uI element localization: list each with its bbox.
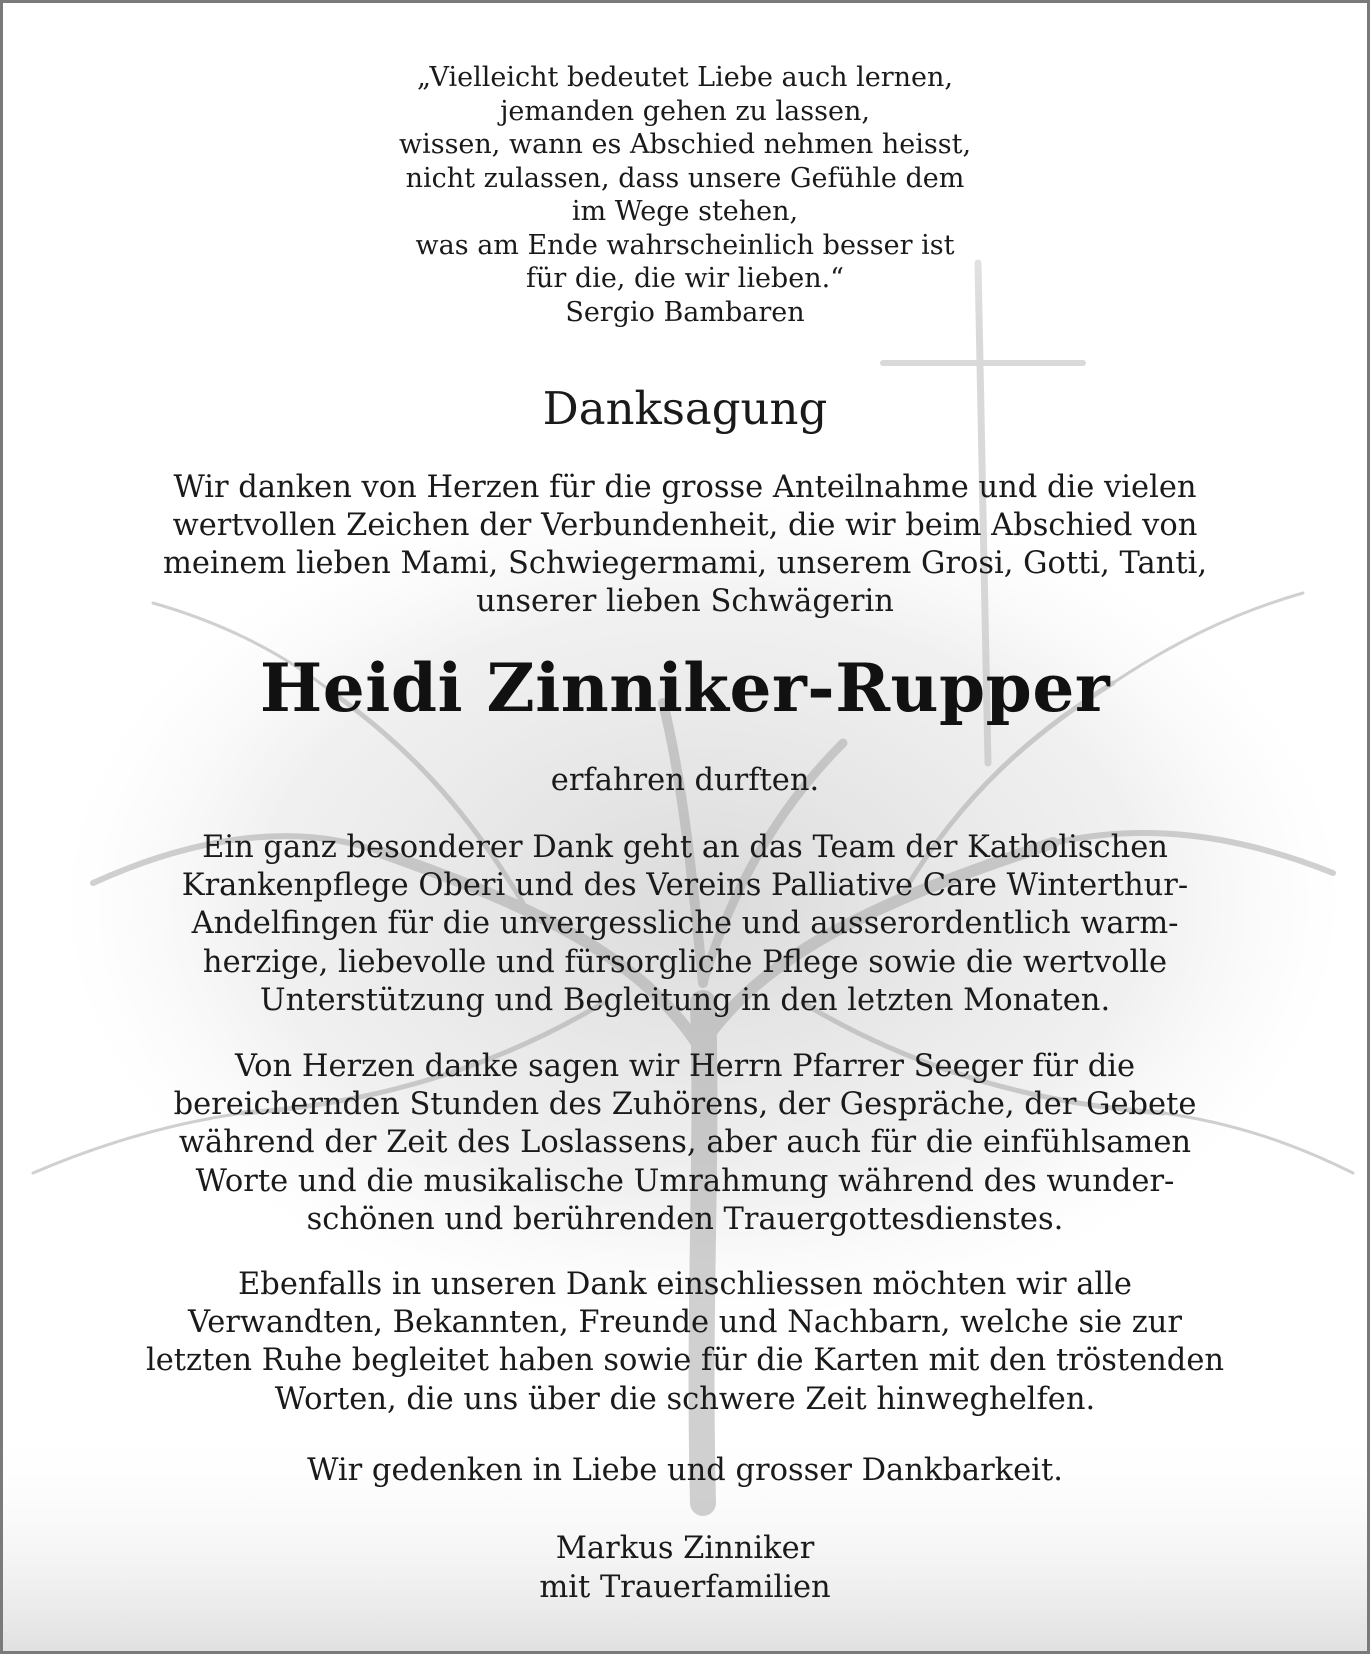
obituary-content xyxy=(3,3,1367,1651)
after-name-text: erfahren durften. xyxy=(550,763,820,798)
quote-line: was am Ende wahrscheinlich besser ist xyxy=(415,229,955,261)
quote-block xyxy=(3,61,1367,329)
paragraph-line: Ein ganz besonderer Dank geht an das Team der Katholischen xyxy=(202,830,1168,865)
page-title: Danksagung xyxy=(542,382,828,435)
paragraph-line: Ebenfalls in unseren Dank einschliessen möchten wir alle xyxy=(238,1267,1132,1302)
thanks-paragraph-pastor xyxy=(3,1048,1367,1239)
paragraph-line: letzten Ruhe begleitet haben sowie für die Karten mit den tröstenden xyxy=(145,1343,1225,1379)
paragraph-line: schönen und berührenden Trauergottesdienstes. xyxy=(306,1201,1064,1237)
paragraph-line: Worten, die uns über die schwere Zeit hinweghelfen. xyxy=(274,1381,1096,1417)
quote-line: „Vielleicht bedeutet Liebe auch lernen, xyxy=(417,62,953,93)
paragraph-line: Von Herzen danke sagen wir Herrn Pfarrer Seeger für die xyxy=(234,1049,1136,1084)
paragraph-line: Unterstützung und Begleitung in den letzten Monaten. xyxy=(259,982,1111,1018)
paragraph-line: Andelfingen für die unvergessliche und ausserordentlich warm- xyxy=(191,906,1179,942)
deceased-name: Heidi Zinniker-Rupper xyxy=(259,649,1111,727)
signature-block xyxy=(3,1529,1367,1607)
intro-line: unserer lieben Schwägerin xyxy=(476,584,894,619)
paragraph-line: Verwandten, Bekannten, Freunde und Nachbarn, welche sie zur xyxy=(187,1305,1182,1341)
quote-line: nicht zulassen, dass unsere Gefühle dem xyxy=(405,162,965,194)
intro-line: Wir danken von Herzen für die grosse Anteilnahme und die vielen xyxy=(173,470,1197,505)
paragraph-line: Worte und die musikalische Umrahmung während des wunder- xyxy=(195,1163,1175,1199)
paragraph-line: herzige, liebevolle und fürsorgliche Pflege sowie die wertvolle xyxy=(202,944,1168,980)
signature-name: Markus Zinniker xyxy=(555,1531,815,1566)
quote-line: jemanden gehen zu lassen, xyxy=(500,95,870,127)
quote-author: Sergio Bambaren xyxy=(565,296,805,328)
paragraph-line: Krankenpflege Oberi und des Vereins Palliative Care Winterthur- xyxy=(181,868,1189,904)
intro-line: meinem lieben Mami, Schwiegermami, unserem Grosi, Gotti, Tanti, xyxy=(162,546,1208,581)
thanks-paragraph-care-team xyxy=(3,829,1367,1020)
paragraph-line: während der Zeit des Loslassens, aber auch für die einfühlsamen xyxy=(178,1125,1192,1161)
paragraph-line: bereichernden Stunden des Zuhörens, der Gespräche, der Gebete xyxy=(173,1087,1197,1123)
intro-line: wertvollen Zeichen der Verbundenheit, die wir beim Abschied von xyxy=(172,508,1198,543)
quote-line: wissen, wann es Abschied nehmen heisst, xyxy=(398,129,972,160)
quote-line: im Wege stehen, xyxy=(571,196,799,227)
signature-family: mit Trauerfamilien xyxy=(539,1570,831,1605)
thanks-paragraph-relatives xyxy=(3,1266,1367,1419)
intro-paragraph xyxy=(3,469,1367,621)
quote-line: für die, die wir lieben.“ xyxy=(526,263,844,294)
closing-line: Wir gedenken in Liebe und grosser Dankbarkeit. xyxy=(307,1453,1063,1488)
